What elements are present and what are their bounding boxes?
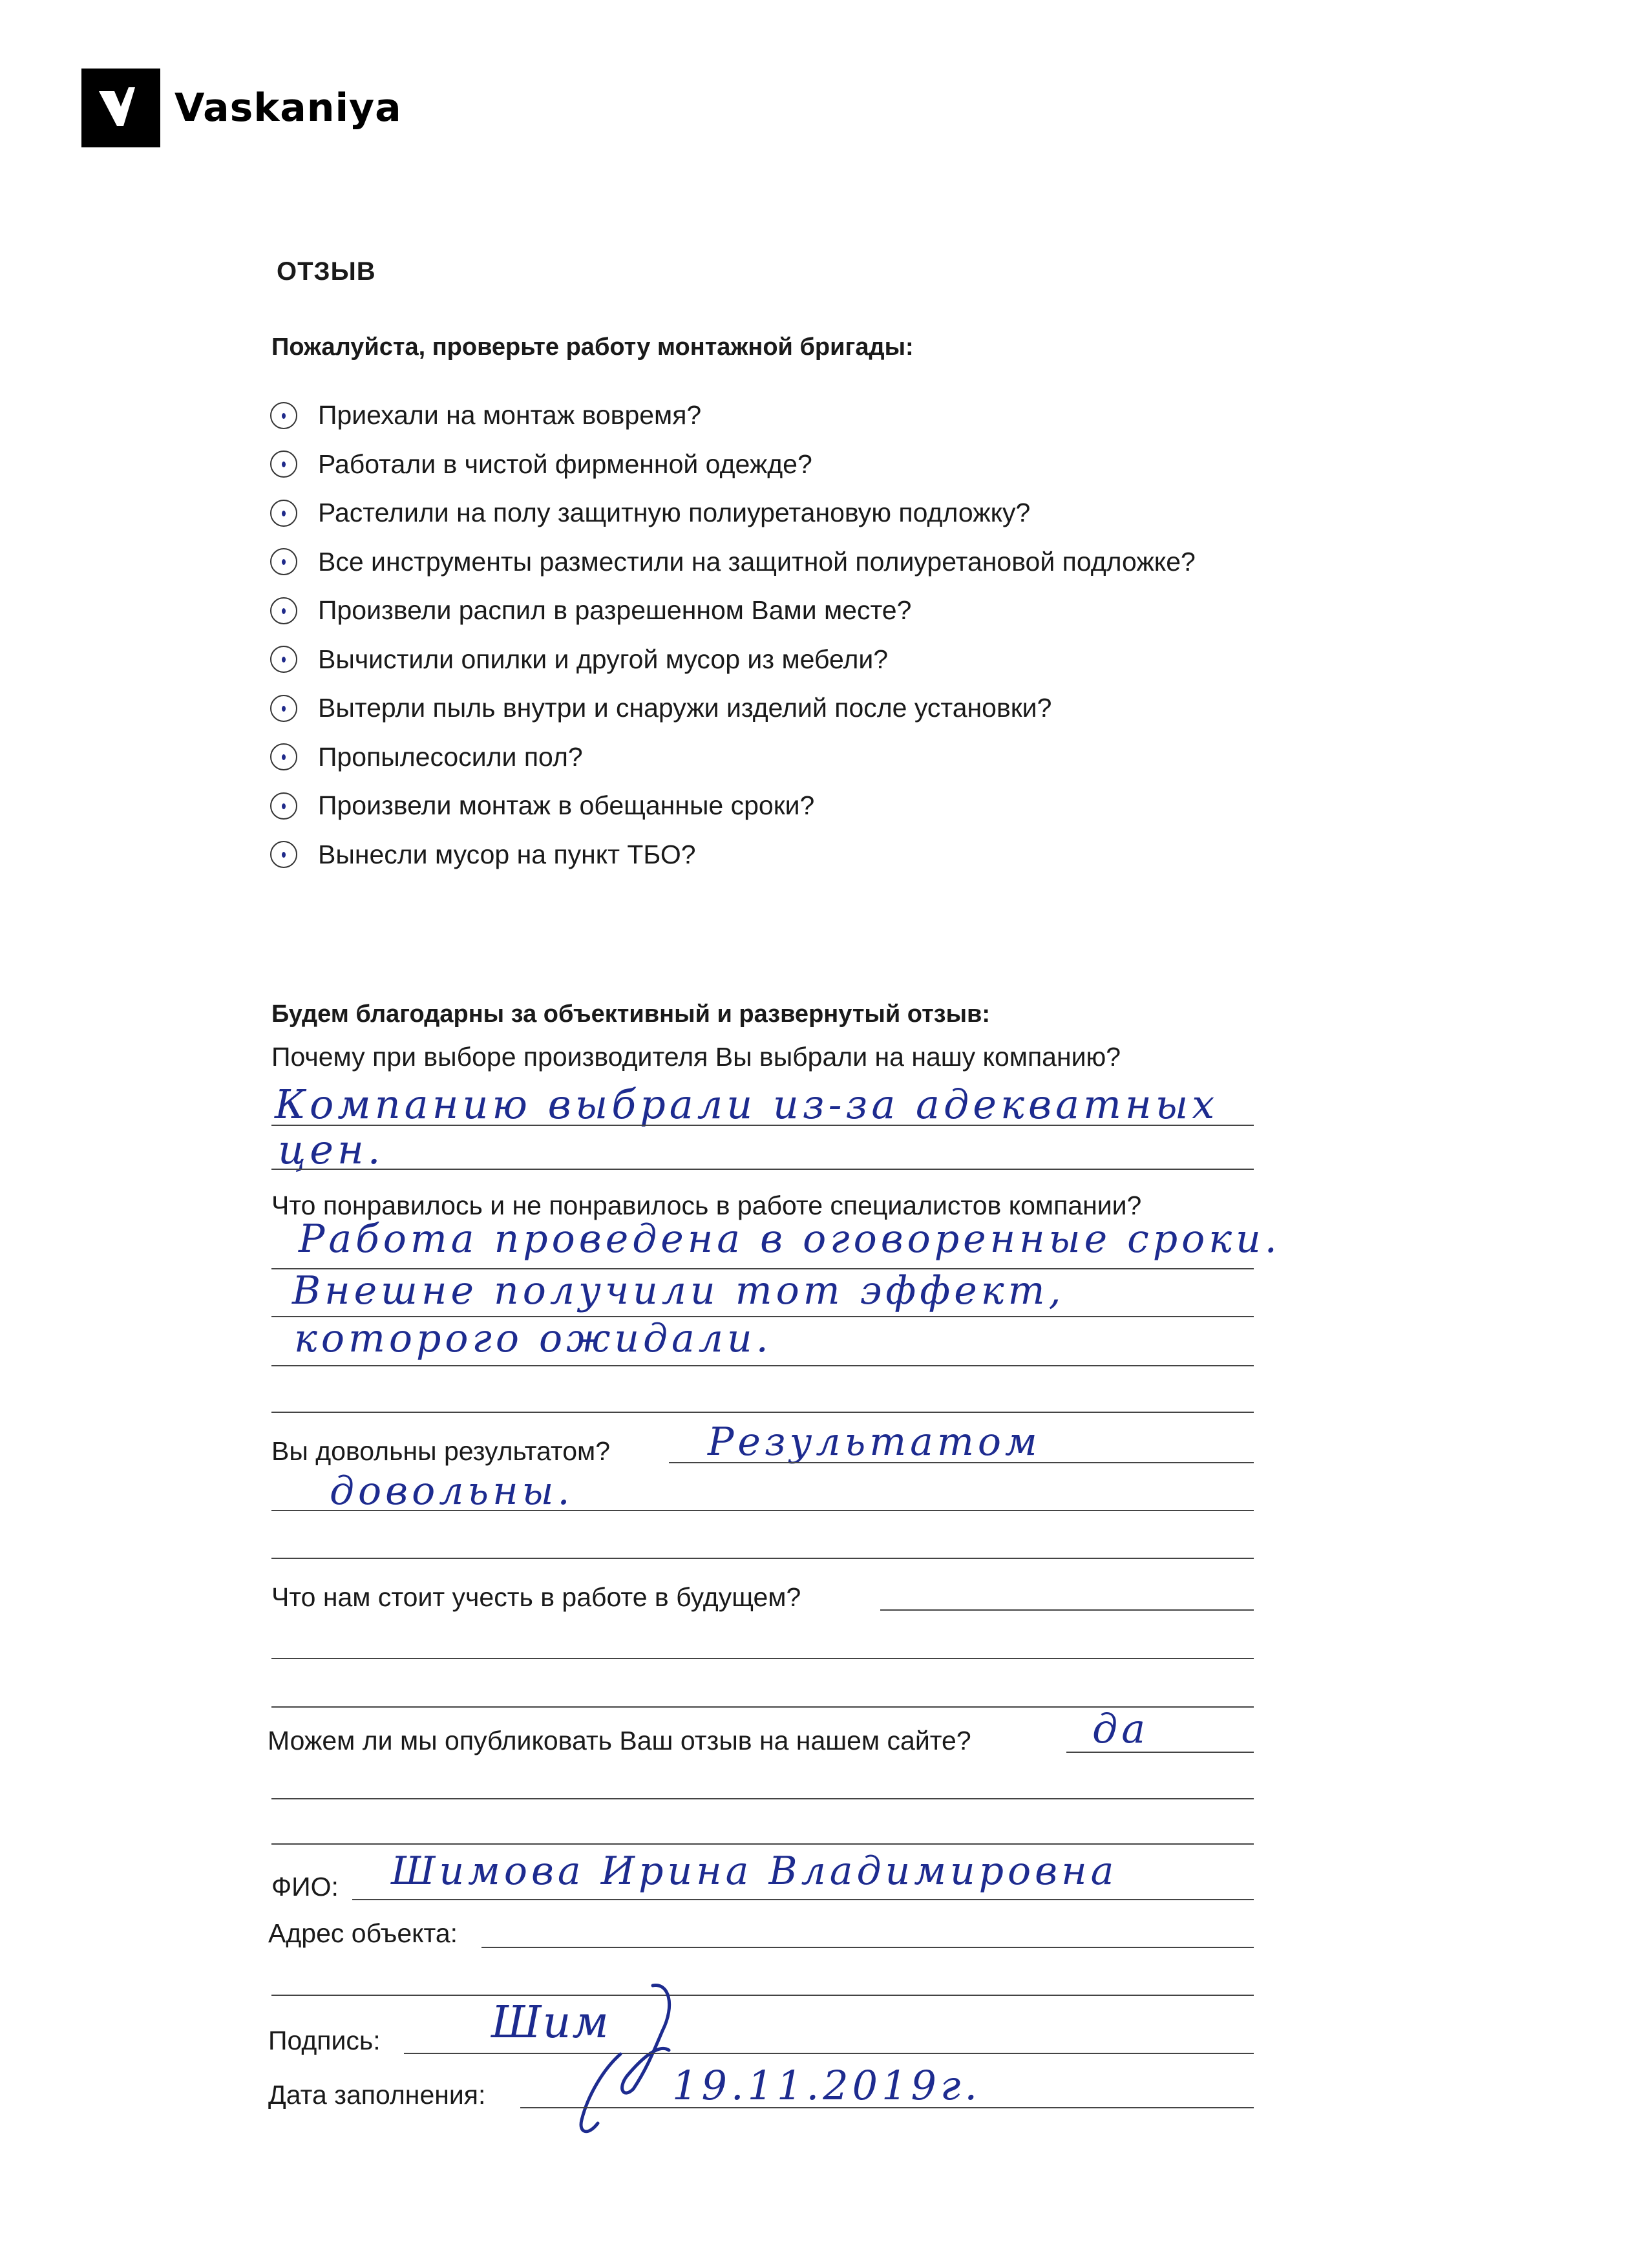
checklist-label: Вычистили опилки и другой мусор из мебели? [318,644,889,674]
address-label: Адрес объекта: [268,1918,458,1948]
answer-rule [271,1843,1254,1845]
answer-rule [271,1558,1254,1559]
date-label: Дата заполнения: [268,2080,486,2110]
checklist-item[interactable] [270,733,1196,782]
q5-answer[interactable]: да [1092,1705,1150,1752]
check-circle-icon[interactable] [270,695,297,722]
checklist-label: Вытерли пыль внутри и снаружи изделий после установки? [318,693,1052,723]
checklist-label: Работали в чистой фирменной одежде? [318,449,812,479]
answer-rule [880,1609,1254,1611]
answer-rule [271,1125,1254,1126]
checklist-label: Произвели распил в разрешенном Вами месте? [318,595,912,626]
checklist-label: Приехали на монтаж вовремя? [318,400,702,430]
q3-answer-line-2[interactable]: довольны. [330,1468,574,1514]
checklist-item[interactable] [270,684,1196,733]
checklist-label: Растелили на полу защитную полиуретановую подложку? [318,498,1031,528]
check-circle-icon[interactable] [270,841,297,868]
fio-value[interactable]: Шимова Ирина Владимировна [391,1849,1118,1894]
form-title: ОТЗЫВ [277,257,376,286]
answer-rule [669,1462,1254,1463]
checklist-label: Пропылесосили пол? [318,741,583,772]
checklist-item[interactable] [270,391,1196,440]
check-circle-icon[interactable] [270,646,297,673]
checklist-item[interactable] [270,538,1196,587]
checklist-label: Произвели монтаж в обещанные сроки? [318,790,815,821]
q1-answer-line-2[interactable]: цен. [278,1126,385,1173]
checklist-item[interactable] [270,831,1196,880]
checklist-item[interactable] [270,781,1196,831]
check-circle-icon[interactable] [270,548,297,575]
checklist-label: Вынесли мусор на пункт ТБО? [318,839,696,869]
q3-label: Вы довольны результатом? [271,1436,610,1466]
answer-rule [271,1510,1254,1511]
check-circle-icon[interactable] [270,743,297,770]
q5-label: Можем ли мы опубликовать Ваш отзыв на нашем сайте? [268,1726,971,1755]
answer-rule [520,2107,1254,2108]
q2-answer-line-2[interactable]: Внешне получили тот эффект, [292,1268,1065,1313]
answer-rule [271,1995,1254,1996]
answer-rule [404,2053,1254,2054]
checklist-item[interactable] [270,586,1196,635]
check-circle-icon[interactable] [270,402,297,429]
answer-rule [481,1947,1254,1948]
checklist-item[interactable] [270,440,1196,489]
check-circle-icon[interactable] [270,450,297,478]
feedback-heading: Будем благодарны за объективный и развернутый отзыв: [271,1001,991,1028]
check-circle-icon[interactable] [270,597,297,624]
check-circle-icon[interactable] [270,500,297,527]
q4-label: Что нам стоит учесть в работе в будущем? [271,1582,801,1612]
q2-answer-line-3[interactable]: которого ожидали. [294,1316,772,1361]
form-intro: Пожалуйста, проверьте работу монтажной бригады: [271,334,914,361]
checklist [270,391,1196,879]
brand-name: Vaskaniya [174,85,402,131]
answer-rule [271,1169,1254,1170]
signature-value[interactable]: Шим [491,1997,610,2048]
checklist-label: Все инструменты разместили на защитной полиуретановой подложке? [318,546,1196,577]
fio-label: ФИО: [271,1872,339,1902]
q1-label: Почему при выборе производителя Вы выбрали на нашу компанию? [271,1042,1121,1072]
date-flourish-icon [569,2049,627,2139]
brand-logo [81,69,402,147]
answer-rule [271,1658,1254,1659]
q2-answer-line-1[interactable]: Работа проведена в оговоренные сроки. [299,1216,1281,1262]
check-circle-icon[interactable] [270,792,297,820]
answer-rule [1066,1752,1254,1753]
answer-rule [271,1798,1254,1799]
answer-rule [271,1365,1254,1366]
q3-answer-line-1[interactable]: Результатом [708,1419,1041,1465]
q2-label: Что понравилось и не понравилось в работе специалистов компании? [271,1191,1142,1220]
answer-rule [352,1899,1254,1900]
date-value[interactable]: 19.11.2019г. [672,2062,982,2109]
logo-mark-icon [81,69,160,147]
checklist-item[interactable] [270,635,1196,684]
q1-answer-line-1[interactable]: Компанию выбрали из-за адекватных [275,1081,1219,1128]
answer-rule [271,1412,1254,1413]
checklist-item[interactable] [270,489,1196,538]
signature-label: Подпись: [268,2026,381,2055]
